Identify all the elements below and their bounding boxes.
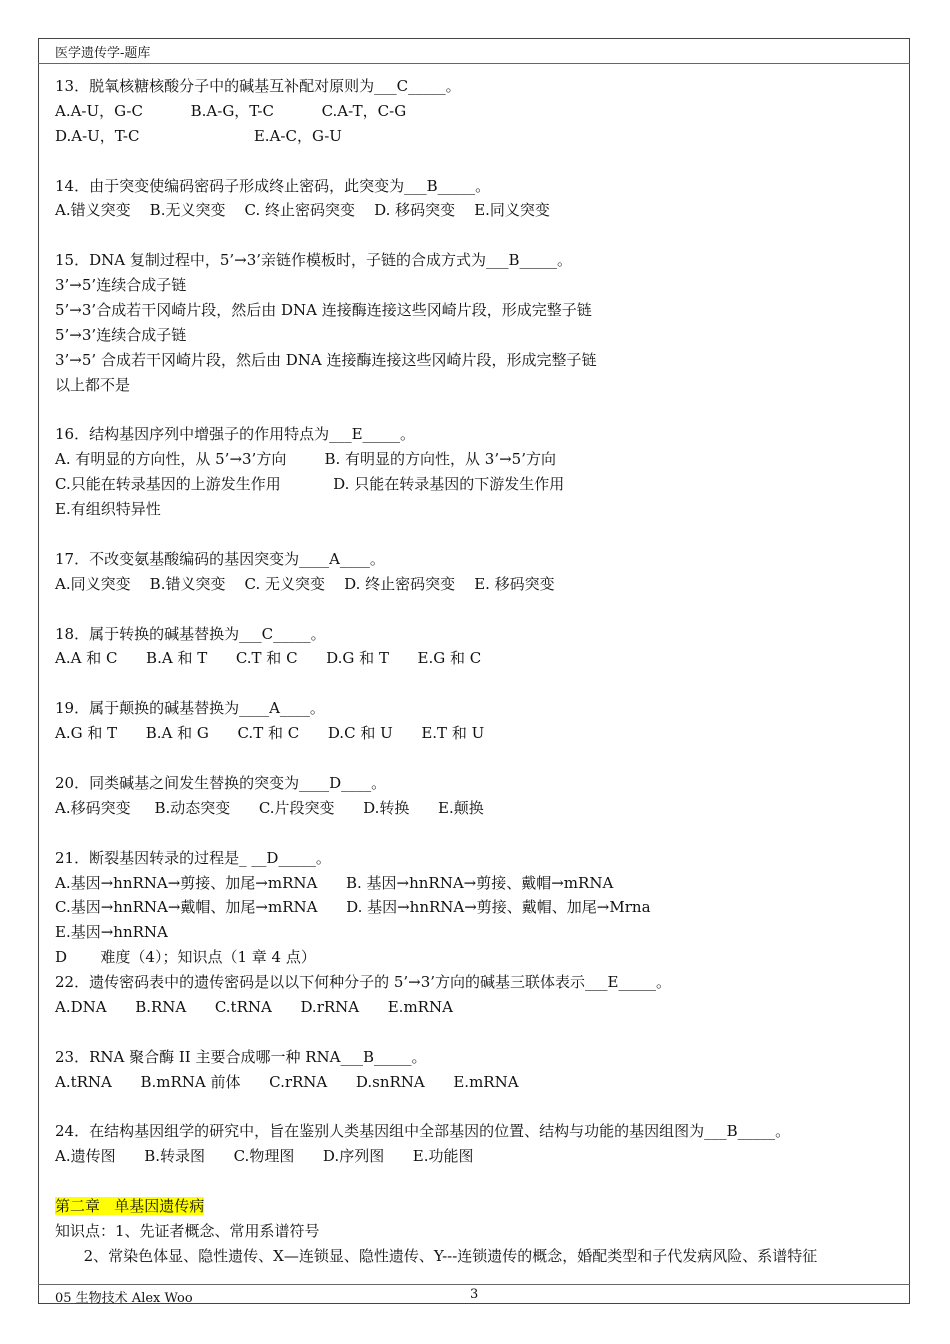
- blank-line: [55, 1095, 905, 1120]
- blank-line: [55, 223, 905, 248]
- knowledge-line: 知识点：1、先证者概念、常用系谱符号: [55, 1221, 320, 1240]
- chapter-heading-line: [55, 1194, 905, 1219]
- header-rule: [38, 63, 910, 64]
- text-line: D.A-U，T-C E.A-C，G-U: [55, 126, 342, 145]
- blank-line: [55, 821, 905, 846]
- chapter-heading: 第二章 单基因遗传病: [55, 1197, 205, 1216]
- knowledge-line: 2、常染色体显、隐性遗传、X—连锁显、隐性遗传、Y---连锁遗传的概念，婚配类型和子代发病风险、系谱特征: [55, 1246, 818, 1265]
- question-lines: [55, 74, 905, 1194]
- text-line: A.G 和 T B.A 和 G C.T 和 C D.C 和 U E.T 和 U: [55, 724, 485, 743]
- text-line: 3’→5’ 合成若干冈崎片段，然后由 DNA 连接酶连接这些冈崎片段，形成完整子链: [55, 350, 597, 369]
- text-line: C.只能在转录基因的上游发生作用 D. 只能在转录基因的下游发生作用: [55, 475, 565, 494]
- text-line: 24．在结构基因组学的研究中，旨在鉴别人类基因组中全部基因的位置、结构与功能的基因组图为___B_____。: [55, 1122, 791, 1141]
- text-line: C.基因→hnRNA→戴帽、加尾→mRNA D. 基因→hnRNA→剪接、戴帽、加尾→Mrna: [55, 898, 651, 917]
- text-line: A.基因→hnRNA→剪接、加尾→mRNA B. 基因→hnRNA→剪接、戴帽→mRNA: [55, 873, 614, 892]
- text-line: 20．同类碱基之间发生替换的突变为____D____。: [55, 773, 387, 792]
- text-line: D 难度（4）；知识点（1 章 4 点）: [55, 948, 316, 967]
- text-line: 13．脱氧核糖核酸分子中的碱基互补配对原则为___C_____。: [55, 77, 461, 95]
- text-line: A.错义突变 B.无义突变 C. 终止密码突变 D. 移码突变 E.同义突变: [55, 201, 550, 220]
- blank-line: [55, 522, 905, 547]
- text-line: 21．断裂基因转录的过程是_ __D_____。: [55, 848, 331, 867]
- text-line: 3’→5’连续合成子链: [55, 276, 187, 295]
- text-line: A.A-U，G-C B.A-G，T-C C.A-T，C-G: [55, 101, 407, 120]
- text-line: E.有组织特异性: [55, 500, 161, 519]
- text-line: 15．DNA 复制过程中，5’→3’亲链作模板时，子链的合成方式为___B_____。: [55, 251, 573, 270]
- footer-author: 05 生物技术 Alex Woo: [55, 1291, 193, 1306]
- blank-line: [55, 746, 905, 771]
- text-line: 18．属于转换的碱基替换为___C_____。: [55, 624, 326, 643]
- blank-line: [55, 671, 905, 696]
- text-line: A.同义突变 B.错义突变 C. 无义突变 D. 终止密码突变 E. 移码突变: [55, 574, 555, 593]
- text-line: 14．由于突变使编码密码子形成终止密码，此突变为___B_____。: [55, 176, 491, 195]
- blank-line: [55, 149, 905, 174]
- page-header: 医学遗传学-题库: [55, 46, 151, 61]
- footer-rule: [38, 1284, 910, 1285]
- text-line: A.DNA B.RNA C.tRNA D.rRNA E.mRNA: [55, 997, 453, 1016]
- blank-line: [55, 1169, 905, 1194]
- blank-line: [55, 597, 905, 622]
- text-line: 以上都不是: [55, 375, 131, 394]
- text-line: 5’→3’连续合成子链: [55, 325, 187, 344]
- text-line: E.基因→hnRNA: [55, 923, 168, 942]
- text-line: 5’→3’合成若干冈崎片段，然后由 DNA 连接酶连接这些冈崎片段，形成完整子链: [55, 301, 592, 320]
- document-body: [55, 74, 905, 1269]
- text-line: 16．结构基因序列中增强子的作用特点为___E_____。: [55, 425, 416, 444]
- text-line: A. 有明显的方向性，从 5’→3’方向 B. 有明显的方向性，从 3’→5’方向: [55, 450, 556, 469]
- text-line: 17．不改变氨基酸编码的基因突变为____A____。: [55, 549, 385, 568]
- text-line: A.移码突变 B.动态突变 C.片段突变 D.转换 E.颠换: [55, 798, 484, 817]
- text-line: 19．属于颠换的碱基替换为____A____。: [55, 699, 325, 718]
- blank-line: [55, 1020, 905, 1045]
- text-line: 23．RNA 聚合酶 II 主要合成哪一种 RNA___B_____。: [55, 1047, 427, 1066]
- text-line: 22．遗传密码表中的遗传密码是以以下何种分子的 5’→3’方向的碱基三联体表示___E_____。: [55, 973, 671, 992]
- text-line: A.A 和 C B.A 和 T C.T 和 C D.G 和 T E.G 和 C: [55, 649, 482, 668]
- text-line: A.遗传图 B.转录图 C.物理图 D.序列图 E.功能图: [55, 1147, 474, 1166]
- page-number: 3: [470, 1287, 479, 1302]
- text-line: A.tRNA B.mRNA 前体 C.rRNA D.snRNA E.mRNA: [55, 1072, 519, 1091]
- blank-line: [55, 398, 905, 423]
